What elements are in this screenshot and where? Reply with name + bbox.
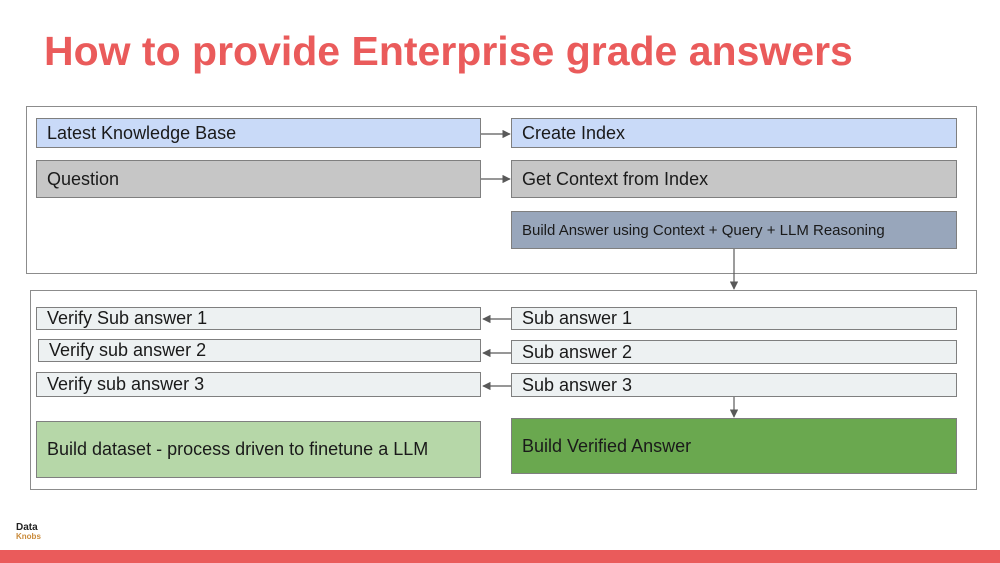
sub-answer-3-box: Sub answer 3 [511,373,957,397]
sub-answer-2-box: Sub answer 2 [511,340,957,364]
sub-answer-1-box: Sub answer 1 [511,307,957,330]
verify-sub-answer-3-box: Verify sub answer 3 [36,372,481,397]
build-verified-answer-box: Build Verified Answer [511,418,957,474]
bottom-accent-bar [0,550,1000,563]
create-index-box: Create Index [511,118,957,148]
page-title: How to provide Enterprise grade answers [44,28,853,74]
get-context-box: Get Context from Index [511,160,957,198]
logo-line-2: Knobs [16,532,41,541]
build-answer-box: Build Answer using Context + Query + LLM Reasoning [511,211,957,249]
verify-sub-answer-1-box: Verify Sub answer 1 [36,307,481,330]
latest-knowledge-base-box: Latest Knowledge Base [36,118,481,148]
build-dataset-box: Build dataset - process driven to finetune a LLM [36,421,481,478]
logo-line-1: Data [16,522,38,533]
verify-sub-answer-2-box: Verify sub answer 2 [38,339,481,362]
dataknobs-logo [16,523,50,543]
question-box: Question [36,160,481,198]
